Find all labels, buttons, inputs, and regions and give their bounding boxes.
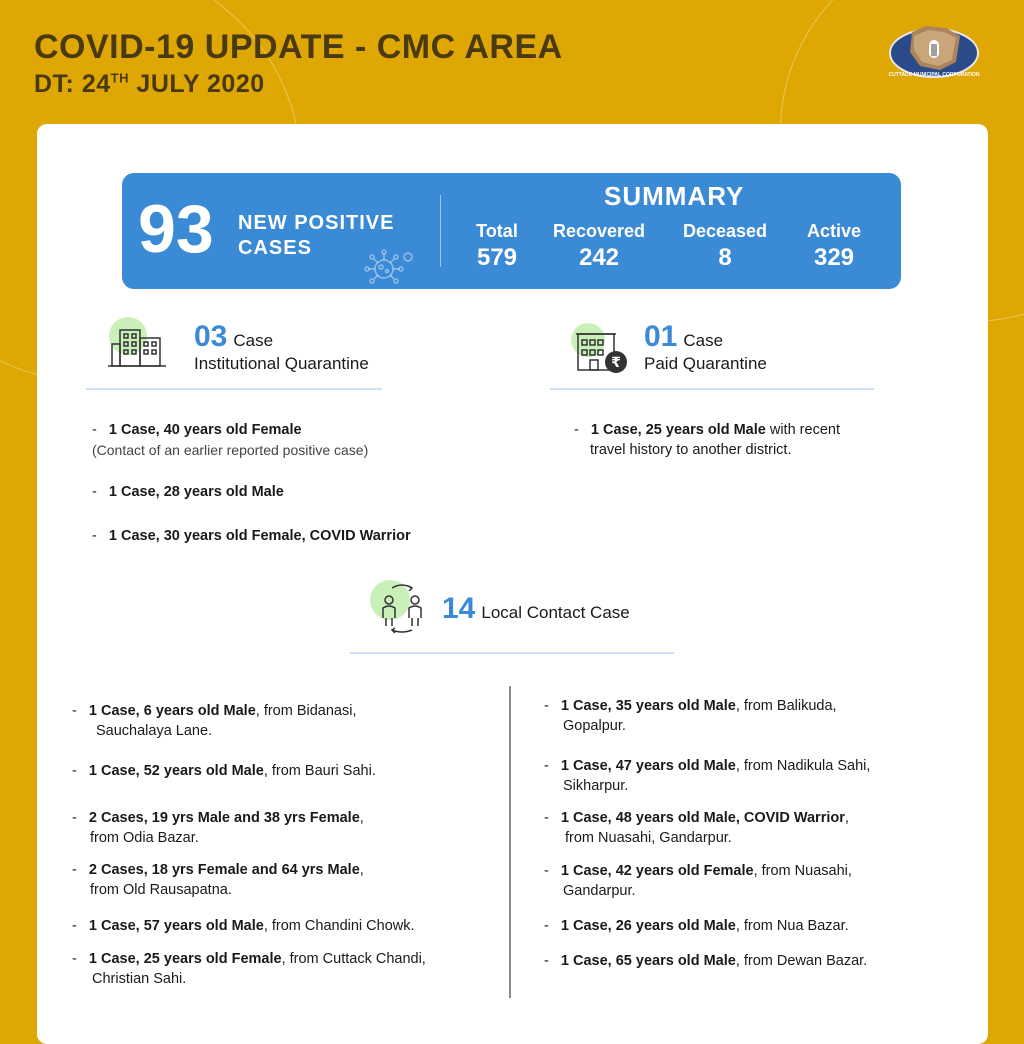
institutional-header: 03 Case Institutional Quarantine: [194, 320, 369, 373]
list-item: - 1 Case, 30 years old Female, COVID Warrior: [92, 528, 411, 544]
list-item: - 1 Case, 25 years old Male with recent travel history to another district.: [574, 422, 840, 458]
svg-text:CUTTACK MUNICIPAL CORPORATION: CUTTACK MUNICIPAL CORPORATION: [888, 72, 980, 78]
summary-banner: [122, 173, 901, 289]
list-item: - 1 Case, 42 years old Female, from Nuasahi, Gandarpur.: [544, 863, 852, 899]
list-item: - 1 Case, 28 years old Male: [92, 484, 284, 500]
list-item: - 1 Case, 52 years old Male, from Bauri Sahi.: [72, 763, 376, 779]
stat-total: Total 579: [476, 221, 518, 271]
virus-icon: [362, 247, 418, 289]
list-item: - 1 Case, 6 years old Male, from Bidanasi, Sauchalaya Lane.: [72, 703, 357, 739]
stat-active: Active 329: [806, 221, 862, 271]
paid-header: 01 Case Paid Quarantine: [644, 320, 767, 373]
local-label: Local Contact Case: [481, 603, 630, 622]
list-item: - 2 Cases, 19 yrs Male and 38 yrs Female, from Odia Bazar.: [72, 810, 364, 846]
section-rule: [350, 652, 674, 654]
list-item: - 1 Case, 57 years old Male, from Chandini Chowk.: [72, 918, 415, 934]
paid-label: Paid Quarantine: [644, 354, 767, 373]
institutional-note: (Contact of an earlier reported positive case): [92, 442, 369, 458]
local-count: 14: [442, 592, 476, 625]
list-item: - 1 Case, 65 years old Male, from Dewan Bazar.: [544, 953, 868, 969]
summary-title: SUMMARY: [604, 181, 745, 211]
list-item: - 1 Case, 25 years old Female, from Cuttack Chandi, Christian Sahi.: [72, 951, 426, 987]
hotel-rupee-icon: [566, 320, 632, 376]
list-item: - 1 Case, 40 years old Female: [92, 422, 302, 438]
page-title: COVID-19 UPDATE - CMC AREA: [34, 28, 563, 66]
summary-divider: [440, 195, 441, 267]
cmc-logo: [884, 18, 984, 88]
column-divider: [509, 686, 511, 998]
svg-text:₹: ₹: [611, 355, 621, 371]
stat-deceased: Deceased 8: [682, 221, 768, 271]
list-item: - 1 Case, 26 years old Male, from Nua Bazar.: [544, 918, 849, 934]
list-item: - 1 Case, 47 years old Male, from Nadikula Sahi, Sikharpur.: [544, 758, 871, 794]
new-positive-count: 93: [138, 191, 214, 267]
contact-persons-icon: [368, 578, 430, 634]
section-rule: [86, 388, 382, 390]
list-item: - 2 Cases, 18 yrs Female and 64 yrs Male, from Old Rausapatna.: [72, 862, 364, 898]
building-icon: [106, 316, 168, 368]
stat-recovered: Recovered 242: [552, 221, 646, 271]
section-rule: [550, 388, 874, 390]
local-header: [442, 592, 630, 626]
paid-count: 01: [644, 320, 678, 353]
institutional-label: Institutional Quarantine: [194, 354, 369, 373]
new-positive-label: NEW POSITIVE CASES: [238, 212, 395, 259]
list-item: - 1 Case, 48 years old Male, COVID Warrior, from Nuasahi, Gandarpur.: [544, 810, 849, 846]
institutional-count: 03: [194, 320, 228, 353]
list-item: - 1 Case, 35 years old Male, from Balikuda, Gopalpur.: [544, 698, 837, 734]
page-date: DT: 24TH JULY 2020: [34, 70, 265, 98]
